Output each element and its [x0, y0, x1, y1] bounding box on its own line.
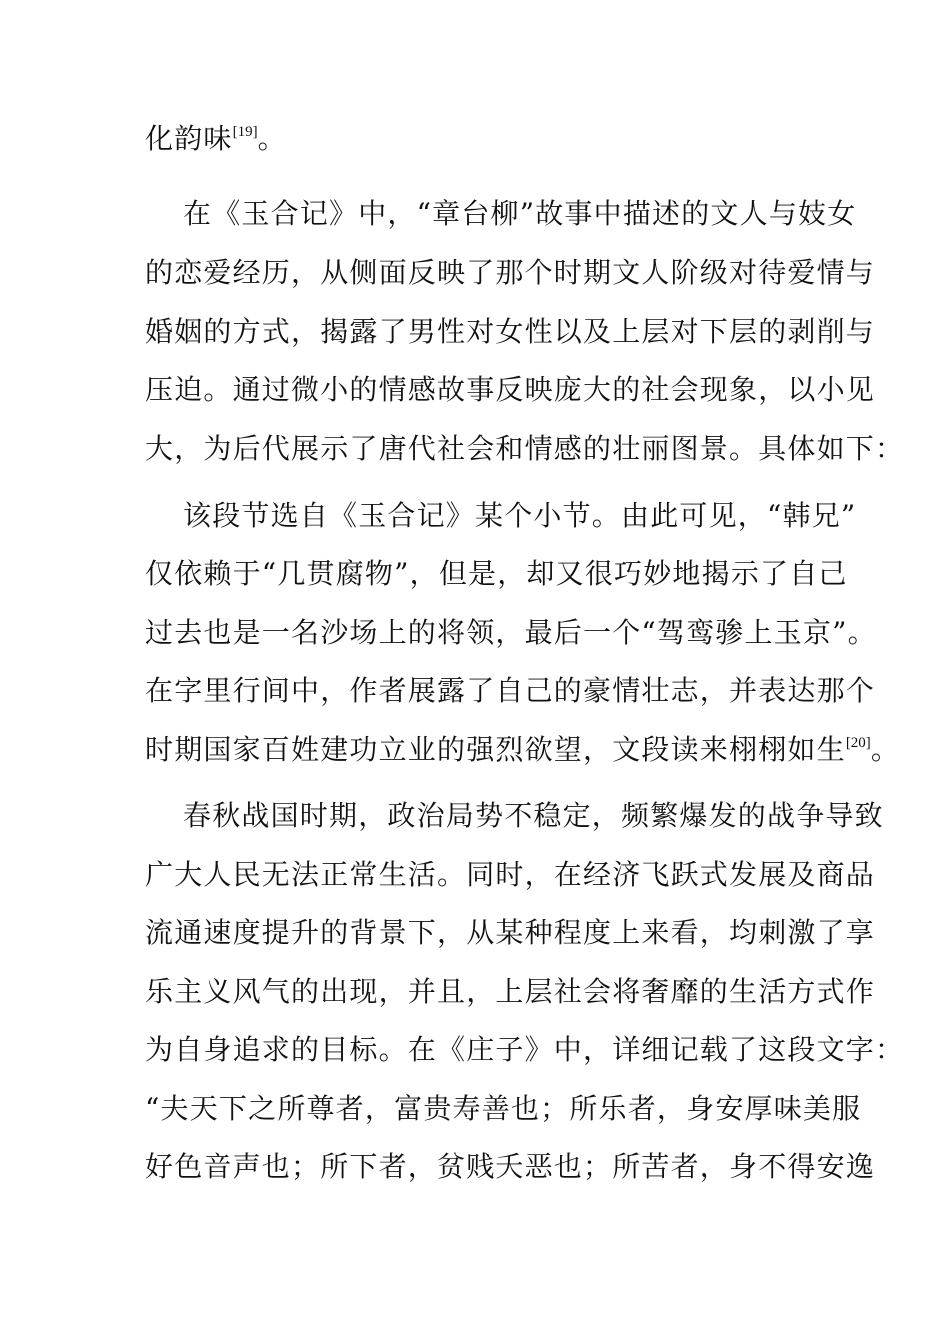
line-text: 大，为后代展示了唐代社会和情感的壮丽图景。具体如下： — [145, 432, 905, 465]
line-tail: 。 — [870, 733, 901, 766]
line-text: 化韵味 — [145, 122, 233, 155]
line-text: 为自身追求的目标。在《庄子》中，详细记载了这段文字： — [145, 1033, 905, 1066]
line-text: 在字里行间中，作者展露了自己的豪情壮志，并表达那个 — [145, 674, 876, 707]
line-text: 乐主义风气的出现，并且，上层社会将奢靡的生活方式作 — [145, 975, 876, 1008]
text-line — [145, 255, 875, 291]
text-line — [145, 556, 848, 592]
text-line — [145, 1149, 875, 1185]
line-text: 压迫。通过微小的情感故事反映庞大的社会现象，以小见 — [145, 373, 876, 406]
text-line — [145, 1091, 861, 1127]
line-text: 时期国家百姓建功立业的强烈欲望，文段读来栩栩如生 — [145, 733, 846, 766]
line-text: 的恋爱经历，从侧面反映了那个时期文人阶级对待爱情与 — [145, 256, 876, 289]
text-line — [145, 915, 875, 951]
line-text: 在《玉合记》中，“章台柳”故事中描述的文人与妓女 — [183, 197, 857, 230]
text-line — [145, 732, 900, 768]
line-text: 仅依赖于“几贯腐物”，但是，却又很巧妙地揭示了自己 — [145, 557, 848, 590]
text-line — [145, 372, 875, 408]
line-text: “夫天下之所尊者，富贵寿善也；所乐者，身安厚味美服 — [145, 1092, 862, 1125]
text-line — [183, 196, 856, 232]
line-text: 好色音声也；所下者，贫贱夭恶也；所苦者，身不得安逸 — [145, 1150, 876, 1183]
text-line — [145, 615, 877, 651]
citation-ref: [19] — [232, 123, 258, 140]
text-line — [145, 857, 875, 893]
line-text: 婚姻的方式，揭露了男性对女性以及上层对下层的剥削与 — [145, 315, 876, 348]
citation-ref: [20] — [845, 734, 871, 751]
line-text: 过去也是一名沙场上的将领，最后一个“驾鸾骖上玉京”。 — [145, 616, 877, 649]
text-line — [145, 974, 875, 1010]
text-line — [145, 121, 287, 157]
text-line — [145, 673, 875, 709]
text-line — [145, 1032, 904, 1068]
text-line — [145, 314, 875, 350]
line-text: 春秋战国时期，政治局势不稳定，频繁爆发的战争导致 — [183, 799, 884, 832]
line-text: 流通速度提升的背景下，从某种程度上来看，均刺激了享 — [145, 916, 876, 949]
line-text: 该段节选自《玉合记》某个小节。由此可见，“韩兄” — [183, 499, 857, 532]
text-line — [183, 798, 884, 834]
text-line — [145, 431, 904, 467]
line-tail: 。 — [257, 122, 287, 155]
line-text: 广大人民无法正常生活。同时，在经济飞跃式发展及商品 — [145, 858, 876, 891]
text-line — [183, 498, 856, 534]
